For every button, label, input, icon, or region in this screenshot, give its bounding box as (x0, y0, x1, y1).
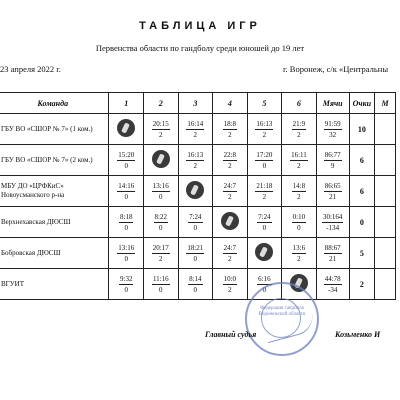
match-score-cell (178, 207, 213, 238)
score: 9:32 (120, 274, 133, 283)
score: 10:0 (223, 274, 237, 283)
score: 16:11 (291, 150, 307, 159)
score: 16:14 (187, 119, 204, 128)
score: 24:7 (223, 243, 237, 252)
match-points: 0 (159, 192, 163, 201)
column-header: Команда (0, 93, 109, 114)
match-score-cell (109, 145, 144, 176)
goals-cell (316, 176, 349, 207)
diagonal-logo-cell (109, 114, 144, 145)
match-score-cell (109, 207, 144, 238)
goals-cell (316, 238, 349, 269)
match-points: 2 (262, 192, 267, 201)
match-score (154, 212, 168, 233)
match-score-cell (213, 114, 248, 145)
match-score (223, 150, 237, 171)
page-title: ТАБЛИЦА ИГР (139, 20, 261, 32)
match-points: 2 (228, 130, 232, 139)
score: 13:16 (118, 243, 135, 252)
goal-difference: -134 (326, 223, 340, 232)
goals-cell (316, 114, 349, 145)
score: 15:20 (118, 150, 135, 159)
table-row (0, 176, 396, 207)
match-score (292, 212, 306, 233)
match-score (152, 119, 170, 140)
place-cell (375, 207, 396, 238)
match-points: 0 (124, 254, 128, 263)
match-score (292, 181, 306, 202)
match-points: 0 (159, 285, 163, 294)
match-score (188, 212, 202, 233)
points-cell: 6 (349, 176, 374, 207)
place-cell (375, 269, 396, 300)
match-score-cell (247, 114, 282, 145)
goals-ratio: 86:65 (324, 181, 341, 190)
match-score (119, 274, 133, 295)
handball-logo-icon (186, 181, 204, 199)
match-points: 0 (124, 192, 128, 201)
score: 14:16 (118, 181, 135, 190)
goals-ratio: 88:67 (324, 243, 341, 252)
goal-difference: -34 (327, 285, 338, 294)
match-points: 0 (124, 285, 128, 294)
match-points: 2 (228, 192, 232, 201)
points-cell: 2 (349, 269, 374, 300)
match-score-cell (213, 176, 248, 207)
points-cell: 10 (349, 114, 374, 145)
score: 22:8 (223, 150, 237, 159)
match-points: 2 (297, 192, 301, 201)
goal-difference: 21 (329, 192, 337, 201)
column-header: Мячи (316, 93, 349, 114)
diagonal-logo-cell (247, 238, 282, 269)
match-points: 0 (193, 285, 198, 294)
score: 16:13 (187, 150, 204, 159)
match-score (223, 119, 237, 140)
match-score-cell (213, 145, 248, 176)
column-header: 5 (247, 93, 282, 114)
judge-name: Козьменко И (335, 330, 381, 339)
page-subtitle: Первенства области по гандболу среди юношей до 19 лет (95, 43, 305, 53)
match-points: 2 (262, 130, 267, 139)
score: 6:16 (258, 274, 271, 283)
match-score (223, 274, 237, 295)
match-points: 2 (297, 254, 301, 263)
match-score (255, 181, 273, 202)
column-header: М (375, 93, 396, 114)
match-score (117, 150, 135, 171)
match-score-cell (213, 238, 248, 269)
place-cell (375, 238, 396, 269)
match-score (117, 181, 135, 202)
table-row (0, 145, 396, 176)
goals-ratio: 91:59 (324, 119, 341, 128)
goals (322, 212, 343, 233)
team-name: ГБУ ВО «СШОР № 7» (1 ком.) (0, 114, 109, 145)
table-row (0, 114, 396, 145)
goal-difference: 9 (330, 161, 335, 170)
points-cell: 6 (349, 145, 374, 176)
points-cell: 0 (349, 207, 374, 238)
match-score (255, 150, 273, 171)
match-points: 0 (193, 223, 198, 232)
score: 24:7 (223, 181, 237, 190)
diagonal-logo-cell (213, 207, 248, 238)
match-score-cell (109, 269, 144, 300)
goals (324, 181, 342, 202)
table-row (0, 238, 396, 269)
match-score (186, 119, 204, 140)
handball-logo-icon (221, 212, 239, 230)
match-score-cell (144, 176, 179, 207)
match-points: 2 (193, 161, 198, 170)
match-score (188, 274, 202, 295)
goal-difference: 21 (329, 254, 337, 263)
score: 16:13 (256, 119, 273, 128)
stamp-text: Федерация гандбола Воронежской области (258, 306, 306, 317)
score: 18:8 (223, 119, 237, 128)
judge-label: Главный судья (205, 330, 257, 339)
match-score (257, 212, 271, 233)
match-points: 0 (262, 285, 267, 294)
place-cell (375, 145, 396, 176)
team-name: Верхнехавская ДЮСШ (0, 207, 109, 238)
match-points: 2 (228, 285, 232, 294)
match-score-cell (178, 238, 213, 269)
match-score (186, 150, 204, 171)
team-name: ВГУИТ (0, 269, 109, 300)
match-score (290, 150, 308, 171)
goal-difference: 32 (329, 130, 337, 139)
match-score (119, 212, 133, 233)
match-score-cell (144, 238, 179, 269)
match-points: 0 (262, 223, 267, 232)
match-score-cell (247, 207, 282, 238)
results-table (0, 92, 396, 300)
match-score-cell (282, 114, 317, 145)
match-score (292, 119, 306, 140)
score: 20:15 (152, 119, 169, 128)
match-points: 0 (262, 161, 267, 170)
match-score-cell (144, 269, 179, 300)
score: 7:24 (189, 212, 202, 221)
match-points: 0 (193, 254, 198, 263)
goals-cell (316, 145, 349, 176)
score: 17:20 (256, 150, 273, 159)
match-score-cell (109, 238, 144, 269)
column-header: 1 (109, 93, 144, 114)
diagonal-logo-cell (178, 176, 213, 207)
match-points: 0 (124, 161, 128, 170)
match-points: 0 (297, 223, 301, 232)
match-score-cell (178, 114, 213, 145)
team-name: МБУ ДО «ЦРФКиС» Новоусманского р-на (0, 176, 109, 207)
match-score-cell (109, 176, 144, 207)
score: 0:10 (292, 212, 306, 221)
match-points: 2 (193, 130, 198, 139)
match-score-cell (247, 145, 282, 176)
score: 21:18 (256, 181, 273, 190)
score: 8:14 (189, 274, 202, 283)
column-header: 3 (178, 93, 213, 114)
place-cell (375, 176, 396, 207)
match-points: 2 (159, 130, 163, 139)
match-score (292, 243, 306, 264)
match-score (152, 181, 170, 202)
match-score-cell (144, 207, 179, 238)
handball-logo-icon (255, 243, 273, 261)
diagonal-logo-cell (144, 145, 179, 176)
match-score-cell (178, 145, 213, 176)
handball-logo-icon (117, 119, 135, 137)
match-score-cell (247, 176, 282, 207)
match-score-cell (282, 176, 317, 207)
match-score-cell (282, 145, 317, 176)
score: 13:16 (152, 181, 169, 190)
match-score (117, 243, 135, 264)
match-score (152, 243, 170, 264)
column-header: 4 (213, 93, 248, 114)
match-score-cell (282, 207, 317, 238)
table-header-row (0, 93, 396, 114)
match-points: 0 (124, 223, 128, 232)
match-score (255, 119, 273, 140)
event-place: г. Воронеж, с/к «Центральны (283, 64, 389, 74)
team-name: ГБУ ВО «СШОР № 7» (2 ком.) (0, 145, 109, 176)
match-points: 0 (159, 223, 163, 232)
match-points: 2 (159, 254, 163, 263)
table-row (0, 207, 396, 238)
score: 13:6 (292, 243, 306, 252)
match-score-cell (213, 269, 248, 300)
match-score-cell (282, 238, 317, 269)
score: 8:22 (154, 212, 167, 221)
goals (324, 274, 342, 295)
goals (324, 119, 342, 140)
goals (324, 243, 342, 264)
score: 14:8 (292, 181, 306, 190)
match-score (223, 181, 237, 202)
table-row (0, 269, 396, 300)
match-points: 2 (297, 130, 301, 139)
column-header: Очки (349, 93, 374, 114)
event-date: 23 апреля 2022 г. (0, 64, 61, 74)
match-score-cell (144, 114, 179, 145)
match-points: 2 (228, 161, 232, 170)
goals-cell (316, 269, 349, 300)
match-score (152, 274, 170, 295)
goals-ratio: 86:77 (324, 150, 341, 159)
goals-ratio: 44:78 (324, 274, 341, 283)
goals-cell (316, 207, 349, 238)
points-cell: 5 (349, 238, 374, 269)
score: 18:21 (187, 243, 204, 252)
column-header: 2 (144, 93, 179, 114)
score: 11:16 (152, 274, 169, 283)
match-score (223, 243, 237, 264)
goals (324, 150, 342, 171)
match-score-cell (178, 269, 213, 300)
team-name: Бобровская ДЮСШ (0, 238, 109, 269)
score: 8:18 (120, 212, 133, 221)
match-points: 2 (297, 161, 301, 170)
score: 21:9 (292, 119, 306, 128)
goals-ratio: 30:164 (322, 212, 343, 221)
score: 20:17 (152, 243, 169, 252)
match-points: 2 (228, 254, 232, 263)
handball-logo-icon (152, 150, 170, 168)
score: 7:24 (258, 212, 271, 221)
place-cell (375, 114, 396, 145)
match-score (186, 243, 204, 264)
column-header: 6 (282, 93, 317, 114)
